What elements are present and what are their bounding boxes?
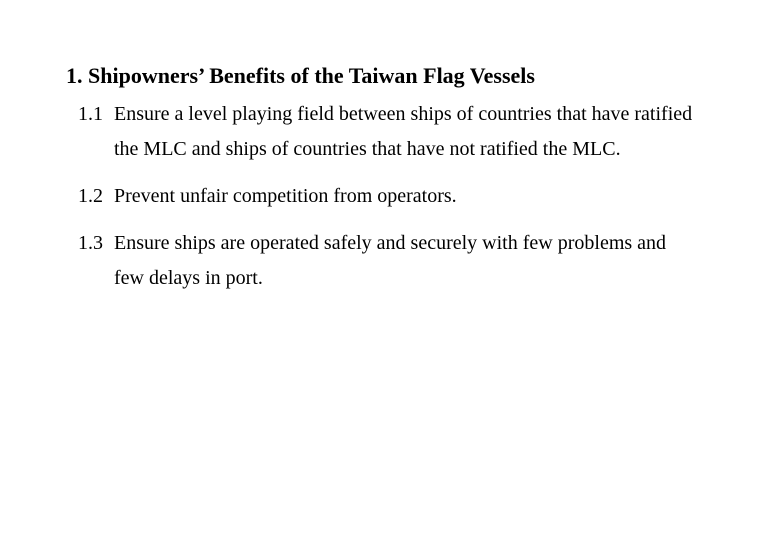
slide-heading: 1. Shipowners’ Benefits of the Taiwan Flag Vessels xyxy=(66,63,535,88)
list-item xyxy=(78,226,698,296)
item-number: 1.2 xyxy=(78,185,103,207)
list-item xyxy=(78,179,698,214)
benefit-list xyxy=(78,97,698,308)
list-item xyxy=(78,97,698,167)
item-text: Ensure a level playing field between ships of countries that have ratified the MLC and ships of countries that have not ratified the MLC. xyxy=(114,103,693,160)
item-number: 1.1 xyxy=(78,103,103,125)
item-text: Ensure ships are operated safely and securely with few problems and few delays in port. xyxy=(114,232,667,289)
item-text: Prevent unfair competition from operators. xyxy=(114,185,457,207)
item-number: 1.3 xyxy=(78,232,103,254)
